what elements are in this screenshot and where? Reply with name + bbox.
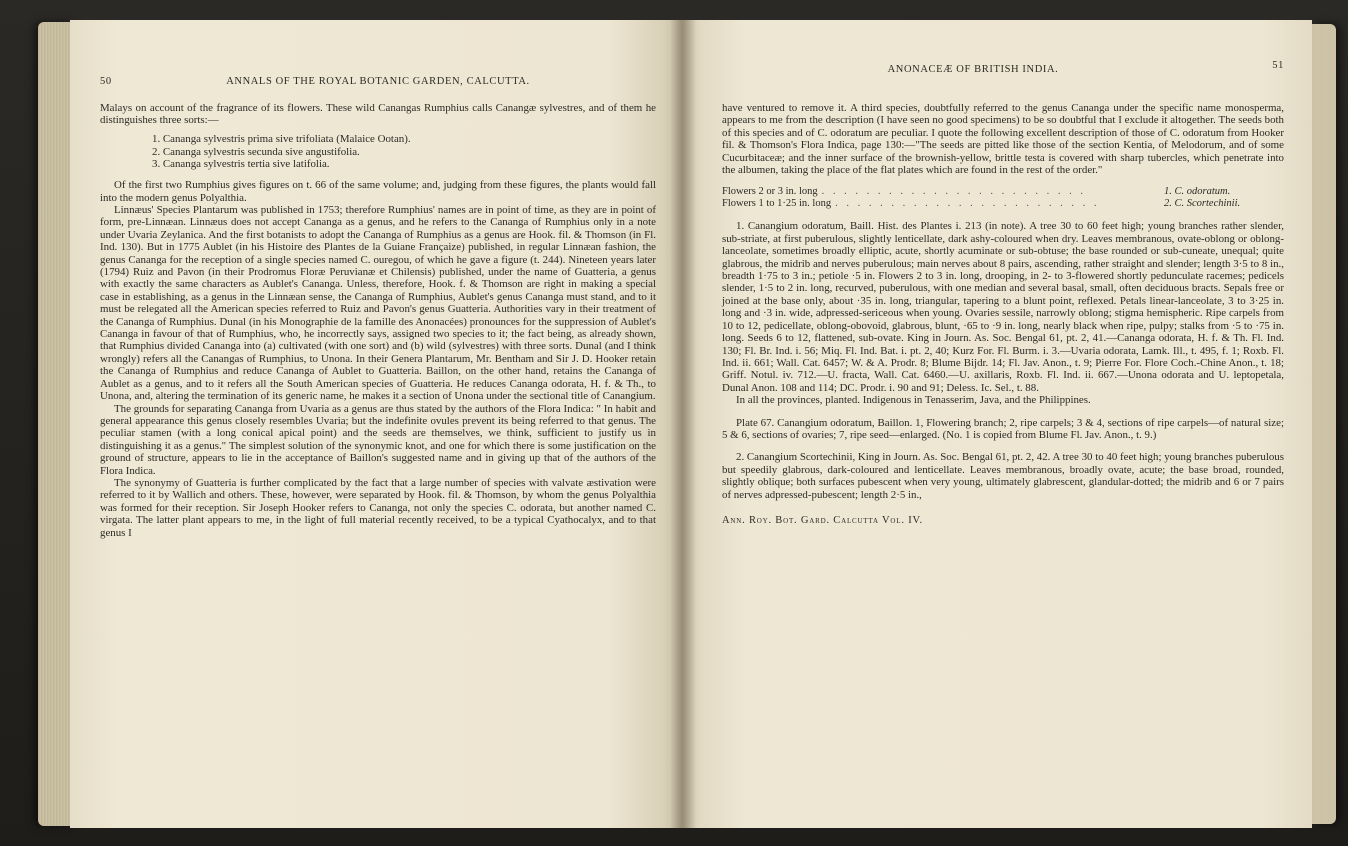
plate-caption: Plate 67. Canangium odoratum, Baillon. 1, Flowering branch; 2, ripe carpels; 3 & 4, sections of ripe carpels—of natural size; 5 & 6, sections of ovaries; 7, ripe seed—enlarged. (No. 1 is copied from Blume Fl. Jav. Anon., t. 9.) [722, 416, 1284, 441]
spacer [722, 407, 1284, 417]
key-leader-dots: . . . . . . . . . . . . . . . . . . . . . . . . [821, 186, 1087, 198]
left-running-head [100, 76, 656, 94]
left-paragraph: The grounds for separating Cananga from Uvaria as a genus are thus stated by the authors of the Flora Indica: " In habit and general appearance this genus closely resembles Uvaria; but the indefinite ovules prevent its being referred to that genus. The peculiar stamen (with a long conical apical point) and the seeds are themselves, we think, sufficient to justify us in distinguishing it as a genus." The simplest solution of the synonymic knot, and one for which there is some justification on the ground of structure, appears to lie in the acceptance of Baillon's suggested name and in giving up that of the authors of the Flora Indica. [100, 402, 656, 477]
book-page-edges-left [38, 22, 74, 826]
species-1-distribution: In all the provinces, planted. Indigenous in Tenasserim, Java, and the Philippines. [736, 394, 1091, 407]
spacer [722, 441, 1284, 451]
key-row-description: Flowers 2 or 3 in. long [722, 186, 818, 198]
left-running-title: ANNALS OF THE ROYAL BOTANIC GARDEN, CALCUTTA. [226, 76, 530, 87]
key-leader-dots: . . . . . . . . . . . . . . . . . . . . . . . . [835, 198, 1100, 210]
list-item: 3. Cananga sylvestris tertia sive latifolia. [152, 158, 330, 171]
species-1-description: 1. Canangium odoratum, Baill. Hist. des Plantes i. 213 (in note). A tree 30 to 60 feet high; young branches rather slender, sub-striate, at first puberulous, slightly lenticellate, dark ashy-coloured when dry. Leaves membranous, ovate-oblong or oblong-lanceolate, sometimes broadly elliptic, acute, shortly acuminate or sub-obtuse; the base rounded or sub-cuneate, unequal; quite glabrous, the midrib and nerves puberulous; main nerves about 8 pairs, ascending, rather straight and slender; length 3·5 to 8 in., breadth 1·75 to 3 in.; petiole ·5 in. Flowers 2 to 3 in. long, drooping, in 2- to 3-flowered shortly pedunculate racemes; pedicels slender, 1·5 to 2 in. long, recurved, puberulous, with one median and several basal, small, often deciduous bracts. Sepals free or joined at the base only, about ·35 in. long, triangular, tapering to a blunt point, reflexed. Petals linear-lanceolate, 3 to 3·25 in. long and ·3 in. wide, adpressed-sericeous when young. Ovaries sessile, narrowly oblong; stigma hemispheric. Ripe carpels from 10 to 12, pedicellate, oblong-obovoid, glabrous, blunt, ·65 to ·9 in. long, nearly black when ripe, pulpy; stalks from ·5 to ·75 in. long. Seeds 6 to 12, flattened, sub-ovate. King in Journ. As. Soc. Bengal 61, pt. 2, 41.—Cananga odorata, H. f. & Th. Fl. Ind. 130; Fl. Br. Ind. i. 56; Miq. Fl. Ind. Bat. i. pt. 2, 40; Kurz For. Fl. Burm. i. 3.—Uvaria odorata, Lamk. Ill., t. 495, f. 1; Roxb. Fl. Ind. ii. 661; Wall. Cat. 6457; W. & A. Prodr. 8; Blume Bijdr. 14; Fl. Jav. Anon., t. 9; Pierre For. Flore Coch.-Chine Anon., t. 18; Griff. Notul. iv. 712.—U. fracta, Wall. Cat. 6460.—U. axillaris, Roxb. Fl. Ind. ii. 667.—Unona odorata and U. leptopetala, Dunal Anon. 108 and 114; DC. Prodr. i. 90 and 91; Deless. Ic. Sel., t. 88. [722, 220, 1284, 394]
right-running-title: ANONACEÆ OF BRITISH INDIA. [887, 64, 1059, 75]
left-intro-paragraph: Malays on account of the fragrance of its flowers. These wild Canangas Rumphius calls Canangæ sylvestres, and of them he distinguishes three sorts:— [100, 102, 656, 127]
left-paragraph: Of the first two Rumphius gives figures on t. 66 of the same volume; and, judging from these figures, the plants would fall into the modern genus Polyalthia. [100, 179, 656, 204]
left-page [70, 20, 682, 828]
right-intro-paragraph: have ventured to remove it. A third species, doubtfully referred to the genus Cananga under the specific name monosperma, appears to me from the description (I have seen no good specimens) to be so doubtful that I exclude it altogether. The seeds both of this species and of C. odoratum are peculiar. I quote the following excellent description of those of C. odoratum from Hooker fil. & Thomson's Flora Indica, page 130:—"The seeds are pitted like those of the section Kentia, of Melodorum, and of some Cucurbitaceæ; and the inner surface of the brownish-yellow, brittle testa is covered with sharp tubercles, which penetrate into the albumen, taking the place of the flat plates which are found in the rest of the order." [722, 102, 1284, 177]
species-key [722, 186, 1284, 210]
key-row-species: 2. C. Scortechinii. [1164, 198, 1241, 210]
book-page-edges-right [1312, 24, 1336, 824]
species-2-description: 2. Canangium Scortechinii, King in Journ. As. Soc. Bengal 61, pt. 2, 42. A tree 30 to 40 feet high; young branches puberulous but speedily glabrous, dark-coloured and lenticellate. Leaves membranous, broadly ovate, acute; the base broad, rounded, slightly oblique; both surfaces pubescent when very young, ultimately glabrescent, glandular-dotted; the midrib and 6 or 7 pairs of nerves adpressed-pubescent; length 2·5 in., [722, 451, 1284, 501]
key-row [722, 198, 1284, 210]
left-paragraph: The synonymy of Guatteria is further complicated by the fact that a large number of species with valvate æstivation were referred to it by Wallich and others. These, however, were separated by Hook. fil. & Thomson, by whom the genus Polyalthia was formed for their reception. Sir Joseph Hooker refers to Cananga, not only the species C. odorata, but another named C. virgata. The latter plant appears to me, in the light of full material recently received, to be a typical Cyathocalyx, and to that genus I [100, 476, 656, 539]
key-row [722, 186, 1284, 198]
page-footer: Ann. Roy. Bot. Gard. Calcutta Vol. IV. [722, 514, 923, 526]
key-row-species: 1. C. odoratum. [1164, 186, 1231, 198]
book-gutter-shadow [670, 20, 696, 828]
list-item: 2. Cananga sylvestris secunda sive angustifolia. [152, 145, 360, 158]
left-paragraph: Linnæus' Species Plantarum was published in 1753; therefore Rumphius' names are in point of time, as they are in point of form, pre-Linnæan. Linnæus does not accept Cananga as a genus, and he refers to the Cananga of Rumphius only in a note under Uvaria Zeylanica. And the first botanists to adopt the Cananga of Rumphius as a genus are Hook. fil. & Thomson (in Fl. Ind. 130). But in 1775 Aublet (in his Histoire des Plantes de la Guiane Françaize) published, in regular Linnæan fashion, the genus Cananga for the reception of a single species named C. ouregou, of which he gave a figure (t. 244). Nineteen years later (1794) Ruiz and Pavon (in their Prodromus Floræ Peruvianæ et Chilensis) published, under the name of Guatteria, a genus with exactly the same characters as Aublet's Cananga. Unless, therefore, Hook. f. & Thomson are right in making a special case in establishing, as a genus in the Linnæan sense, the Cananga of Rumphius, Aublet's genus Cananga must stand, and to it must be relegated all the American species referred to Ruiz and Pavon's genus Guatteria. Authorities vary in their treatment of the Cananga of Rumphius. Dunal (in his Monographie de la famille des Anonacées) pronounces for the suppression of Aublet's Cananga in favour of that of Rumphius, who, he incorrectly says, assigned two species to it; the fact being, as already shown, that Rumphius divided Cananga into (a) cultivated (with one sort) and (b) wild (sylvestres) with three sorts. Dunal (and I think wrongly) refers all the Canangas of Rumphius, to Unona. In their Genera Plantarum, Mr. Bentham and Sir J. D. Hooker retain the Cananga of Rumphius and reduce Cananga of Aublet to Guatteria. Baillon, on the other hand, retains the Cananga of Aublet as a genus, and to it refers all the South American species of Guatteria. He reduces Cananga odorata, H. f. & Th., to Unona, and, altering the termination of its generic name, he makes it a section of Unona under the sectional title of Canangium. [100, 204, 656, 403]
left-page-number: 50 [100, 76, 112, 87]
list-item: 1. Cananga sylvestris prima sive trifoliata (Malaice Ootan). [152, 132, 411, 145]
right-running-head [722, 60, 1284, 94]
key-row-description: Flowers 1 to 1·25 in. long [722, 198, 832, 210]
right-page [682, 20, 1312, 828]
right-page-number: 51 [1272, 60, 1284, 71]
cananga-sylvestris-list [152, 133, 656, 171]
